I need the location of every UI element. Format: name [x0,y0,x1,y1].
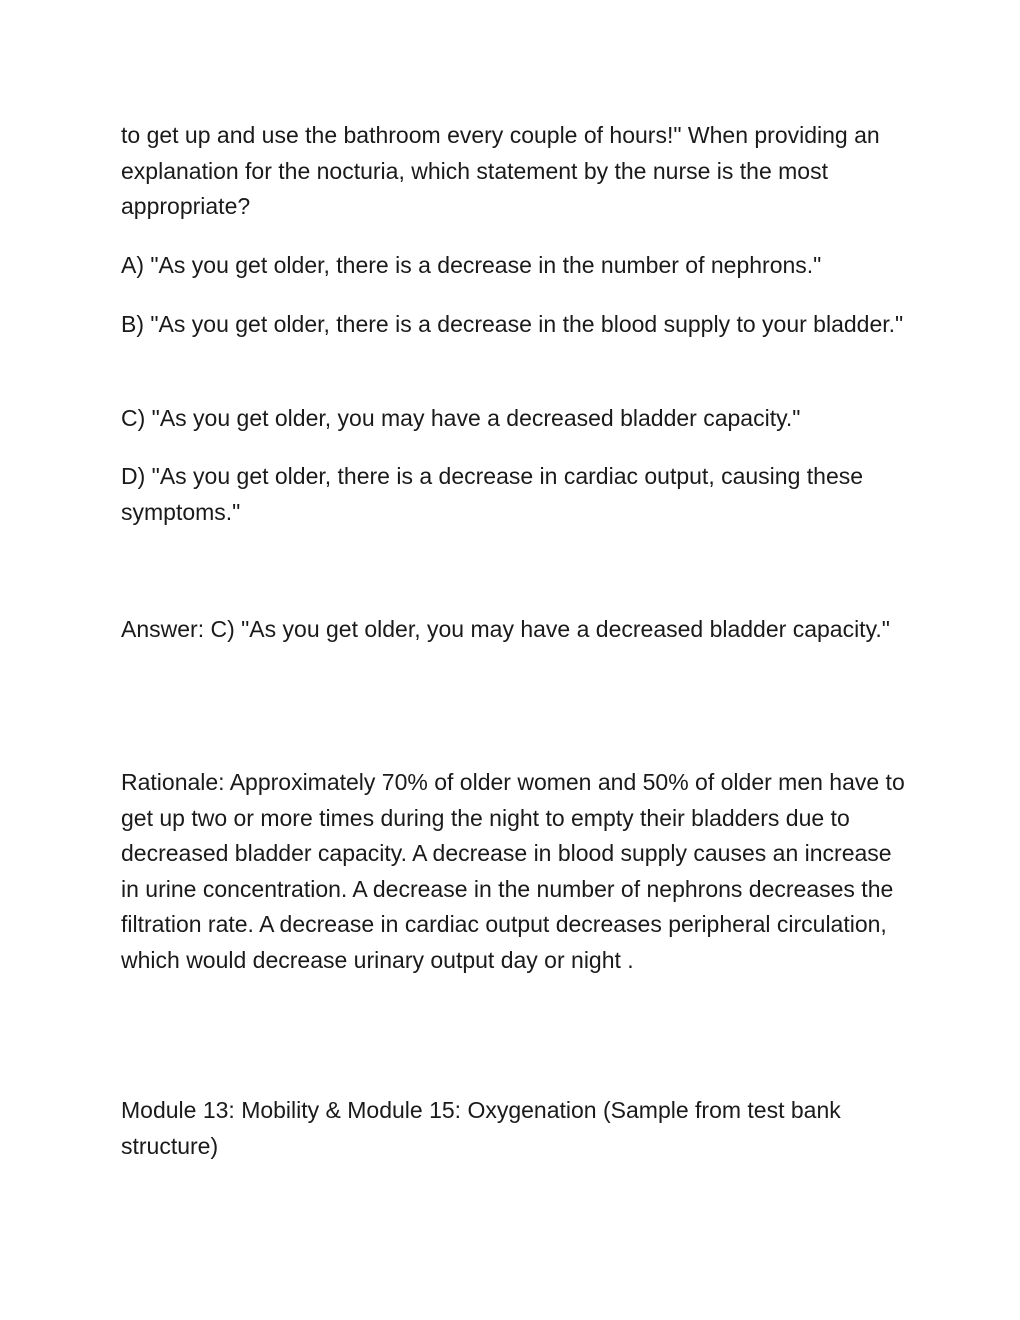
module-heading: Module 13: Mobility & Module 15: Oxygenation (Sample from test bank structure) [121,1097,841,1159]
answer-text: Answer: C) "As you get older, you may have a decreased bladder capacity." [121,616,890,642]
answer-option-a: A) "As you get older, there is a decrease in the number of nephrons." [121,252,822,278]
answer-option-d: D) "As you get older, there is a decrease in cardiac output, causing these symptoms." [121,463,864,525]
answer-option-b: B) "As you get older, there is a decrease in the blood supply to your bladder." [121,311,904,337]
question-continuation-text: to get up and use the bathroom every couple of hours!" When providing an explanation for the nocturia, which statement by the nurse is the most appropriate? [121,122,880,219]
answer-option-c: C) "As you get older, you may have a decreased bladder capacity." [121,405,801,431]
rationale-text: Rationale: Approximately 70% of older women and 50% of older men have to get up two or more times during the night to empty their bladders due to decreased bladder capacity. A decrease in blood supply causes an increase in urine concentration. A decrease in the number of nephrons decreases the filtration rate. A decrease in cardiac output decreases peripheral circulation, which would decrease urinary output day or night . [121,769,905,973]
